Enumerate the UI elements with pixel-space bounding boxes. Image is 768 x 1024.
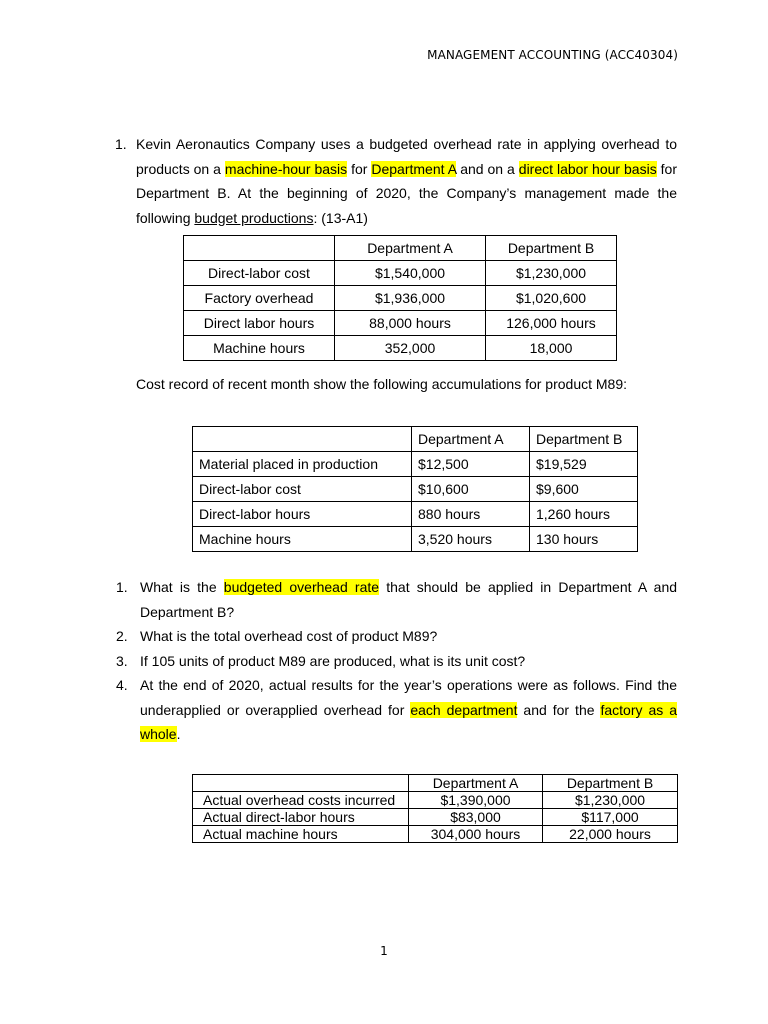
- table-header-cell: Department B: [530, 427, 638, 452]
- question-number: 1.: [115, 136, 127, 152]
- table-row: [184, 336, 617, 361]
- table-cell: $19,529: [530, 452, 638, 477]
- list-number: 3.: [116, 652, 128, 669]
- table-cell: Factory overhead: [184, 286, 335, 311]
- text-segment: If 105 units of product M89 are produced, what is its unit cost?: [140, 652, 526, 669]
- table-cell: Actual direct-labor hours: [193, 809, 409, 826]
- underlined-text: budget productions: [194, 209, 314, 226]
- highlighted-text: Department A: [371, 160, 457, 177]
- text-segment: What is the total overhead cost of product M89?: [140, 628, 438, 644]
- question-1-text: [136, 132, 677, 230]
- table-row: [193, 826, 678, 843]
- list-number: 4.: [116, 677, 128, 693]
- cost-record-text: Cost record of recent month show the following accumulations for product M89:: [136, 376, 628, 392]
- text-segment: : (13-A1): [313, 209, 368, 226]
- table-cell: 88,000 hours: [335, 311, 486, 336]
- table-cell: $1,390,000: [409, 792, 543, 809]
- list-item: [116, 624, 677, 649]
- table-header-row: [184, 236, 617, 261]
- list-item: [116, 673, 677, 747]
- table-header-cell: Department A: [412, 427, 530, 452]
- table-row: [184, 286, 617, 311]
- table-cell: $1,230,000: [486, 261, 617, 286]
- table-cell: $1,936,000: [335, 286, 486, 311]
- table-cell: $9,600: [530, 477, 638, 502]
- table-cell: Actual overhead costs incurred: [193, 792, 409, 809]
- table-row: [193, 527, 638, 552]
- list-number: 2.: [116, 628, 128, 644]
- table-row: [184, 311, 617, 336]
- table-header-cell: [193, 775, 409, 792]
- text-segment: Kevin Aeronautics Company uses a budgeted overhead rate in applying overhead to products on a: [136, 136, 677, 177]
- table-header-row: [193, 427, 638, 452]
- table-row: [193, 502, 638, 527]
- question-1: [115, 132, 677, 230]
- table-cell: 880 hours: [412, 502, 530, 527]
- table-header-cell: [193, 427, 412, 452]
- table-header-cell: Department A: [335, 236, 486, 261]
- table-cell: 1,260 hours: [530, 502, 638, 527]
- table-cell: 126,000 hours: [486, 311, 617, 336]
- highlighted-text: each department: [410, 701, 518, 718]
- table-cell: Actual machine hours: [193, 826, 409, 843]
- table-cell: Material placed in production: [193, 452, 412, 477]
- list-number: 1.: [116, 579, 128, 595]
- text-segment: .: [176, 726, 181, 742]
- table-cell: 3,520 hours: [412, 527, 530, 552]
- table-header-cell: Department B: [543, 775, 678, 792]
- table-cell: 130 hours: [530, 527, 638, 552]
- highlighted-text: budgeted overhead rate: [223, 579, 380, 595]
- table-cell: Direct-labor hours: [193, 502, 412, 527]
- list-item: [116, 575, 677, 624]
- table-header-row: [193, 775, 678, 792]
- table-row: [193, 809, 678, 826]
- table-row: [193, 792, 678, 809]
- highlighted-text: machine-hour basis: [224, 160, 348, 177]
- table-cell: Direct-labor cost: [184, 261, 335, 286]
- text-segment: and on a: [456, 160, 519, 177]
- table-cell: $1,540,000: [335, 261, 486, 286]
- text-segment: that should be applied in Department A and Department B?: [140, 579, 678, 620]
- budget-table: [183, 235, 617, 361]
- table-cell: $83,000: [409, 809, 543, 826]
- table-header-cell: Department A: [409, 775, 543, 792]
- actual-results-table: [192, 774, 678, 843]
- table-row: [184, 261, 617, 286]
- table-cell: Machine hours: [184, 336, 335, 361]
- text-segment: for Department B. At the beginning of 2020, the Company’s management made the following: [136, 160, 677, 226]
- table-cell: $117,000: [543, 809, 678, 826]
- table-cell: Direct-labor cost: [193, 477, 412, 502]
- question-list: [116, 575, 677, 747]
- table-row: [193, 477, 638, 502]
- text-segment: for: [347, 160, 372, 177]
- list-item: [116, 649, 677, 674]
- table-cell: 352,000: [335, 336, 486, 361]
- table-header-cell: [184, 236, 335, 261]
- text-segment: What is the: [140, 579, 224, 595]
- table-cell: $1,230,000: [543, 792, 678, 809]
- table-header-cell: Department B: [486, 236, 617, 261]
- text-segment: and for the: [517, 701, 601, 718]
- page-header: MANAGEMENT ACCOUNTING (ACC40304): [427, 48, 678, 62]
- page-number: 1: [380, 944, 388, 958]
- table-cell: Machine hours: [193, 527, 412, 552]
- highlighted-text: direct labor hour basis: [518, 160, 657, 177]
- table-cell: Direct labor hours: [184, 311, 335, 336]
- table-cell: $12,500: [412, 452, 530, 477]
- table-cell: 18,000: [486, 336, 617, 361]
- text-segment: At the end of 2020, actual results for the year’s operations were as follows. Find the underapplied or overapplied overhead for: [140, 677, 677, 718]
- table-row: [193, 452, 638, 477]
- product-table: [192, 426, 638, 552]
- highlighted-text: factory as a whole: [140, 701, 677, 742]
- table-cell: $10,600: [412, 477, 530, 502]
- table-cell: 22,000 hours: [543, 826, 678, 843]
- table-cell: 304,000 hours: [409, 826, 543, 843]
- table-cell: $1,020,600: [486, 286, 617, 311]
